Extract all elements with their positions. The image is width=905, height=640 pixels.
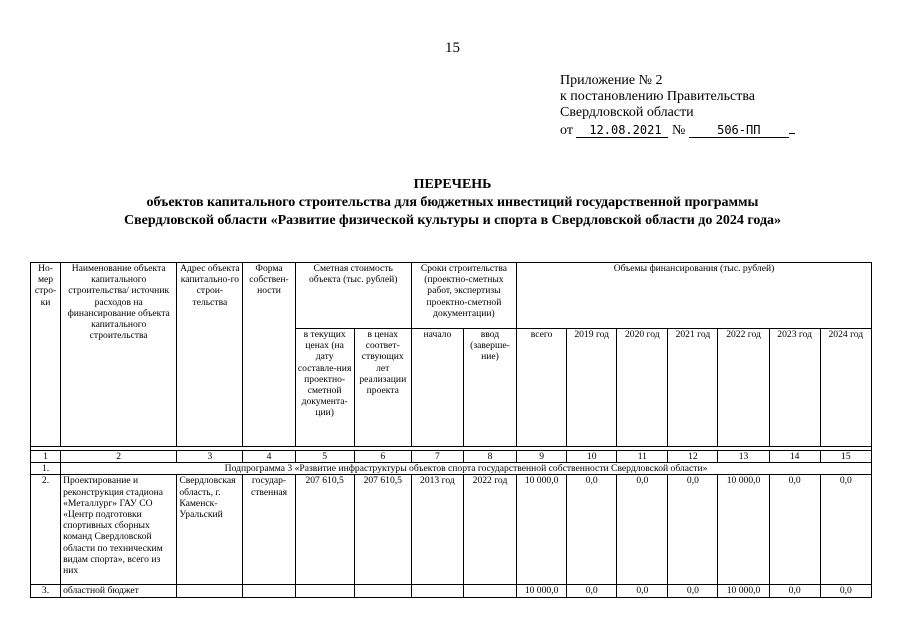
commission-year: 2022 год [463,475,516,585]
cost-project [354,585,411,597]
ownership-form: государ-ственная [243,475,295,585]
financing-2021: 0,0 [668,475,718,585]
ownership-form [243,585,295,597]
decree-number: 506-ПП [689,124,789,138]
header-address: Адрес объекта капитально-го строи-тельства [177,263,243,447]
header-2022: 2022 год [718,329,769,447]
financing-2019: 0,0 [567,475,617,585]
header-start: начало [411,329,463,447]
title-line-3: Свердловской области «Развитие физической культуры и спорта в Свердловской области до 2024 года» [123,213,782,228]
financing-total: 10 000,0 [517,585,567,597]
document-title [40,176,865,230]
column-number: 8 [463,451,516,463]
header-2020: 2020 год [617,329,668,447]
column-number: 6 [354,451,411,463]
header-commission: ввод (заверше-ние) [463,329,516,447]
decree-date: 12.08.2021 [576,124,668,138]
cost-project: 207 610,5 [354,475,411,585]
table-row [31,585,872,597]
header-financing: Объемы финансирования (тыс. рублей) [517,263,872,329]
financing-2023: 0,0 [769,475,820,585]
object-address: Свердловская область, г. Каменск-Уральский [177,475,243,585]
column-number: 5 [295,451,354,463]
header-cost-project: в ценах соответ-ствующих лет реализации проекта [354,329,411,447]
commission-year [463,585,516,597]
column-number: 15 [820,451,871,463]
cost-current: 207 610,5 [295,475,354,585]
column-number: 13 [718,451,769,463]
column-number: 11 [617,451,668,463]
row-no: 3. [31,585,61,597]
header-name: Наименование объекта капитального строительства/ источник расходов на финансирование объекта капитального строительства [61,263,177,447]
financing-total: 10 000,0 [517,475,567,585]
appendix-date-line [560,121,890,139]
table-row [31,475,872,585]
subprogram-no: 1. [31,463,61,475]
title-line-2: объектов капитального строительства для бюджетных инвестиций государственной программы [146,195,759,210]
financing-2020: 0,0 [617,475,668,585]
column-number: 9 [517,451,567,463]
appendix-line-3: Свердловской области [560,105,694,120]
number-sign: № [671,123,686,138]
header-total: всего [517,329,567,447]
start-year [411,585,463,597]
row-no: 2. [31,475,61,585]
financing-2020: 0,0 [617,585,668,597]
financing-2024: 0,0 [820,475,871,585]
appendix-line-1: Приложение № 2 [560,73,663,88]
object-name: областной бюджет [61,585,177,597]
column-number: 3 [177,451,243,463]
financing-2022: 10 000,0 [718,475,769,585]
column-number: 14 [769,451,820,463]
column-numbers-row [31,451,872,463]
header-ownership: Форма собствен-ности [243,263,295,447]
object-name: Проектирование и реконструкция стадиона «Металлург» ГАУ СО «Центр подготовки спортивных сборных команд Свердловской области по техническим видам спорта», всего из них [61,475,177,585]
header-cost: Сметная стоимость объекта (тыс. рублей) [295,263,411,329]
objects-table [30,262,872,598]
header-cost-current: в текущих ценах (на дату составле-ния проектно-сметной документа-ции) [295,329,354,447]
financing-2019: 0,0 [567,585,617,597]
title-line-1: ПЕРЕЧЕНЬ [413,177,492,192]
cost-current [295,585,354,597]
column-number: 4 [243,451,295,463]
header-2019: 2019 год [567,329,617,447]
appendix-block [560,73,890,139]
header-row-no: Но-мер стро-ки [31,263,61,447]
financing-2021: 0,0 [668,585,718,597]
header-2024: 2024 год [820,329,871,447]
page-number: 15 [445,40,460,56]
column-number: 1 [31,451,61,463]
appendix-line-2: к постановлению Правительства [560,89,756,104]
header-row-1 [31,263,872,329]
subprogram-title: Подпрограмма 3 «Развитие инфраструктуры объектов спорта государственной собственности Свердловской области» [61,463,872,475]
column-number: 7 [411,451,463,463]
header-terms: Сроки строительства (проектно-сметных работ, экспертизы проектно-сметной документации) [411,263,516,329]
financing-2024: 0,0 [820,585,871,597]
subprogram-row [31,463,872,475]
financing-2022: 10 000,0 [718,585,769,597]
header-2021: 2021 год [668,329,718,447]
financing-2023: 0,0 [769,585,820,597]
date-prefix: от [560,123,573,138]
column-number: 2 [61,451,177,463]
column-number: 12 [668,451,718,463]
number-underline-tail [789,121,795,134]
start-year: 2013 год [411,475,463,585]
object-address [177,585,243,597]
column-number: 10 [567,451,617,463]
header-2023: 2023 год [769,329,820,447]
